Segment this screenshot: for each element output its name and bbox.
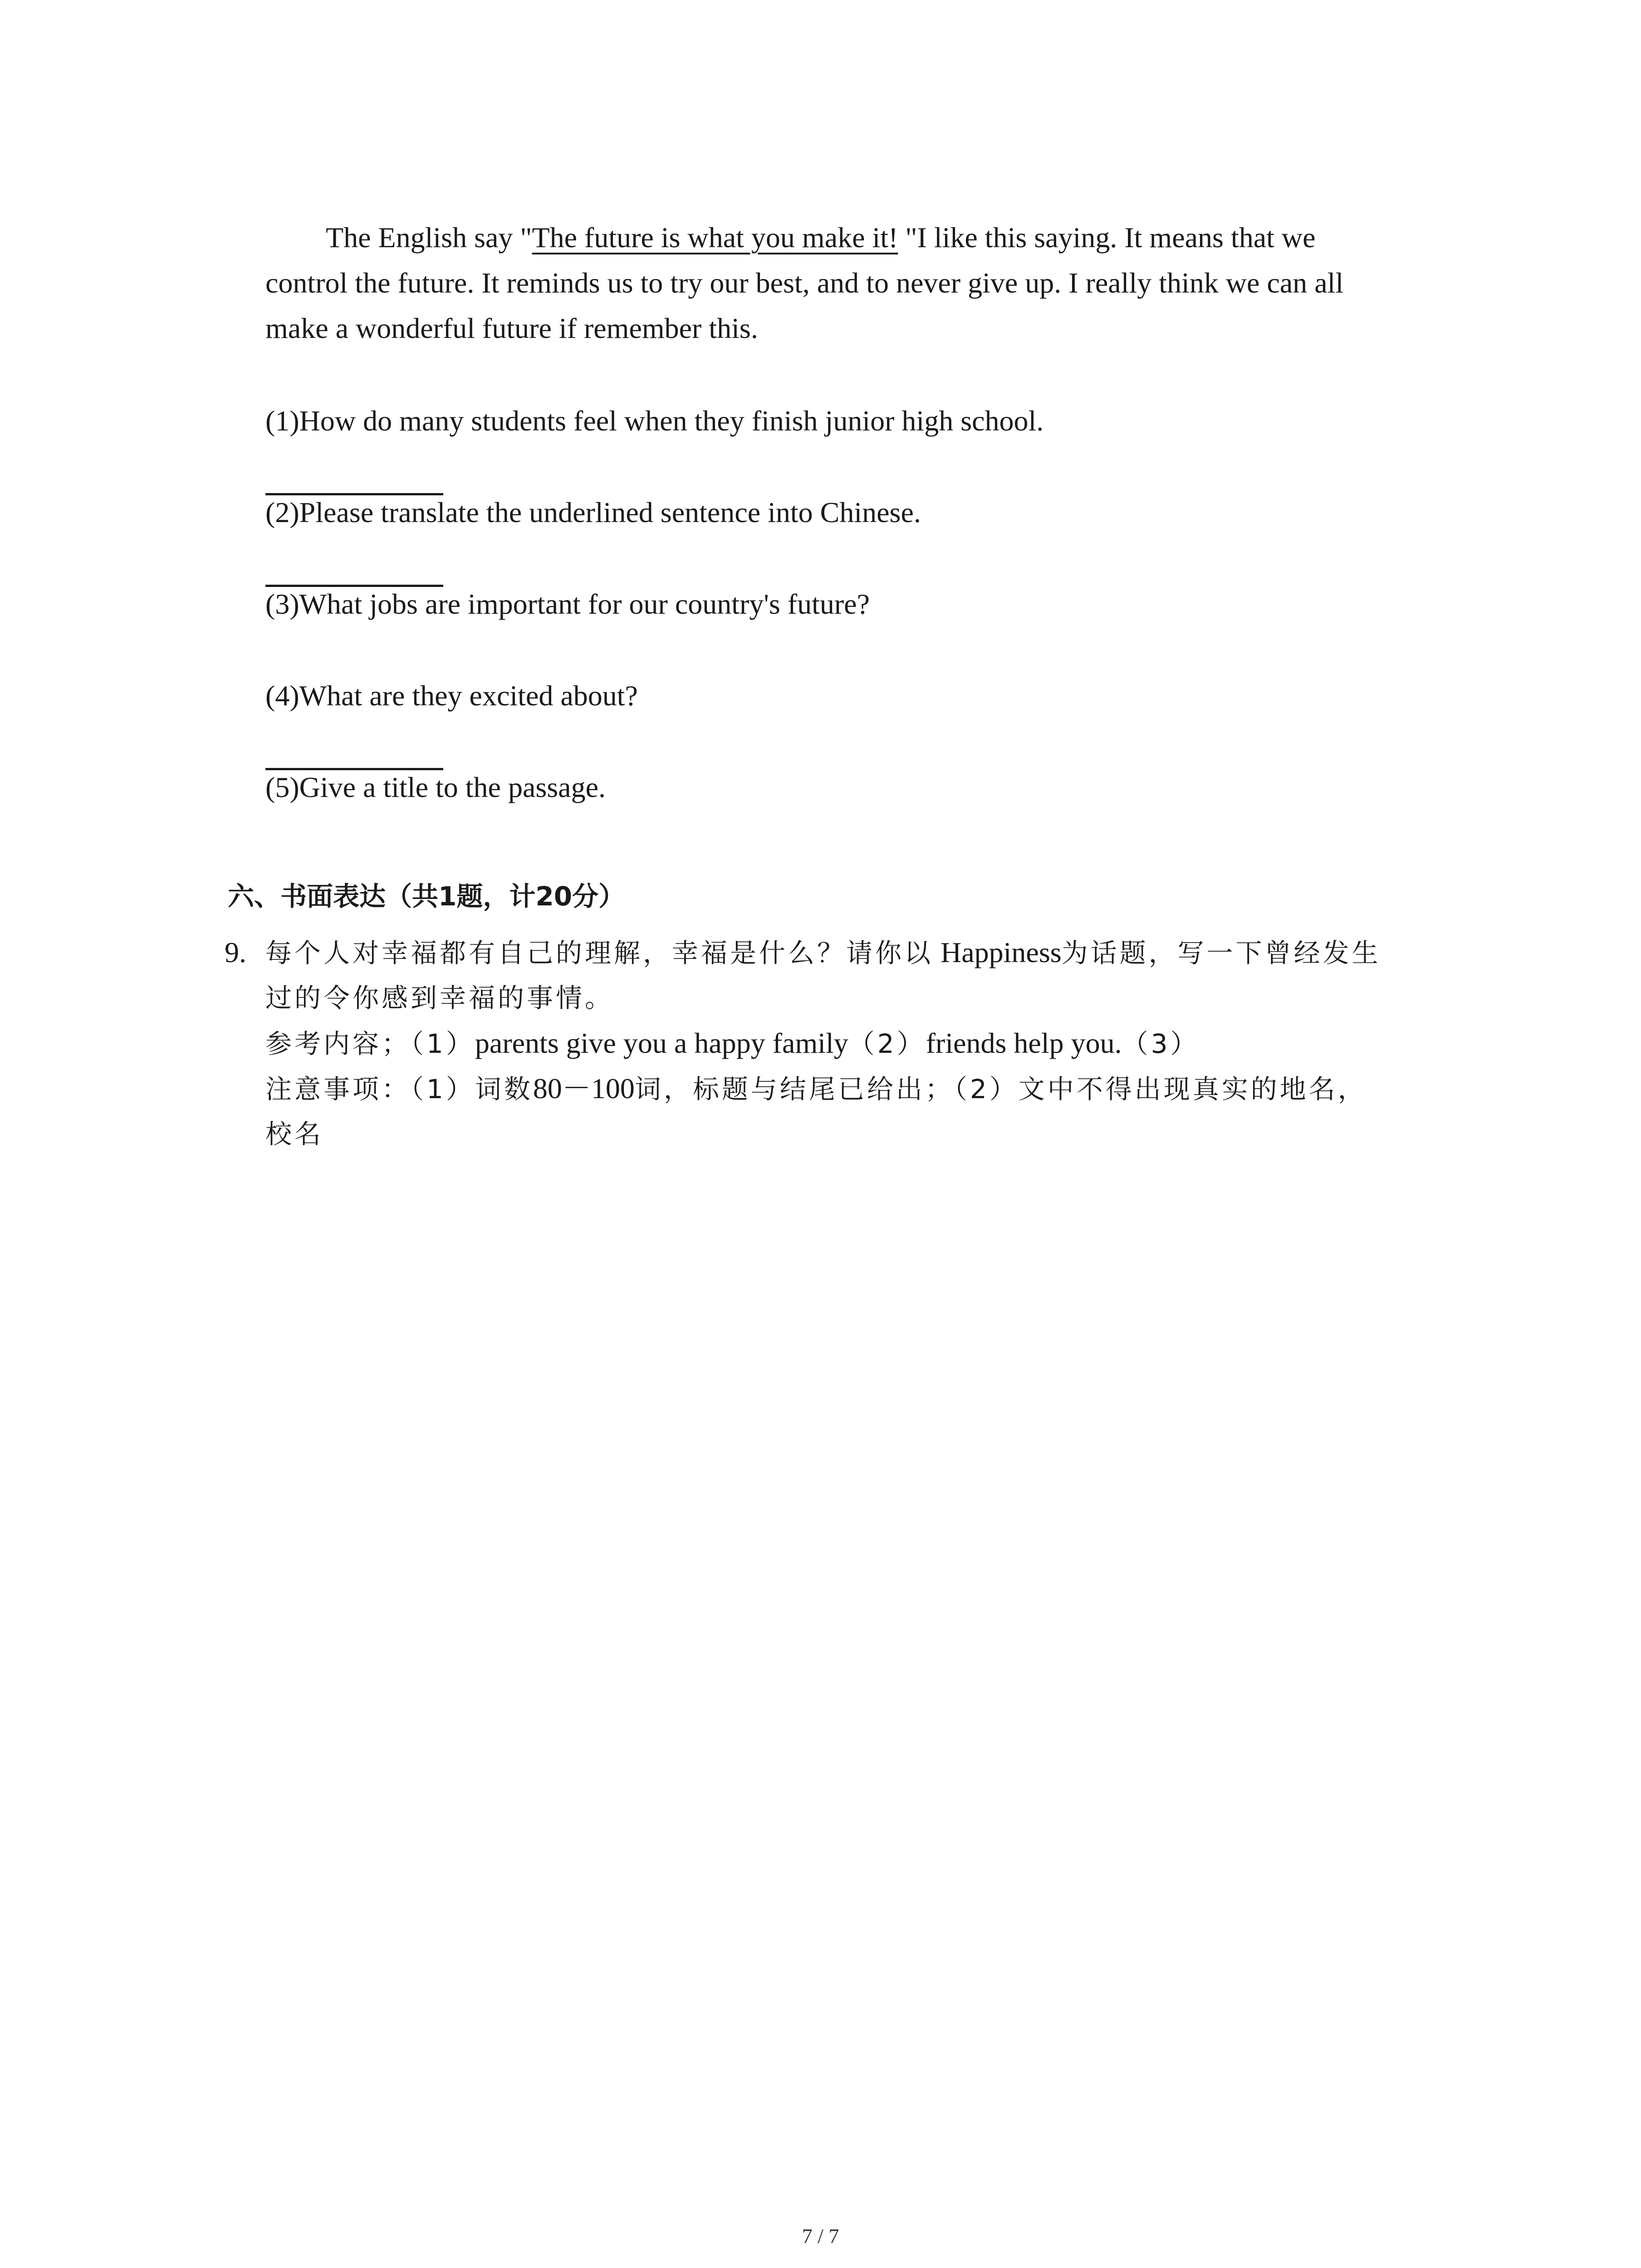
passage-line-3: make a wonderful future if remember this. [265,312,758,344]
question-9-line-1 [265,930,1381,976]
question-9-number: 9. [225,936,246,968]
passage-line-2: control the future. It reminds us to try our best, and to never give up. I really think we can all [265,267,1344,299]
question-1: (1)How do many students feel when they finish junior high school. [265,405,1044,437]
notes-line [265,1066,1367,1112]
notes-line-2: 校名 [265,1119,324,1149]
section-heading: 六、书面表达（共1题，计20分） [228,881,625,912]
passage-line-1 [326,215,1316,260]
reference-item-1: parents give you a happy family [475,1027,848,1059]
reference-content-line [265,1021,1200,1066]
question-9-line-2: 过的令你感到幸福的事情。 [265,982,614,1013]
word-count-range: 80－100 [533,1072,635,1105]
reference-label: 参考内容；（1） [265,1028,475,1059]
reference-item-2: friends help you. [926,1027,1122,1059]
reference-marker: （2） [848,1028,926,1059]
passage-text: The English say " [326,221,532,254]
question-9-text: 为话题，写一下曾经发生 [1061,938,1381,968]
notes-label: 注意事项：（1）词数 [265,1074,533,1105]
question-3: (3)What jobs are important for our country's future? [265,588,870,620]
notes-text: 词，标题与结尾已给出；（2）文中不得出现真实的地名， [634,1074,1367,1105]
question-5: (5)Give a title to the passage. [265,771,606,803]
question-4: (4)What are they excited about? [265,679,638,712]
underlined-sentence: The future is what you make it! [532,221,898,254]
question-9-text: 每个人对幸福都有自己的理解，幸福是什么？请你以 [265,938,934,968]
page-number: 7 / 7 [802,2224,839,2248]
reference-marker: （3） [1122,1028,1200,1059]
question-2: (2)Please translate the underlined sentence into Chinese. [265,496,921,528]
question-9-topic: Happiness [933,936,1062,968]
passage-text: "I like this saying. It means that we [898,221,1316,254]
